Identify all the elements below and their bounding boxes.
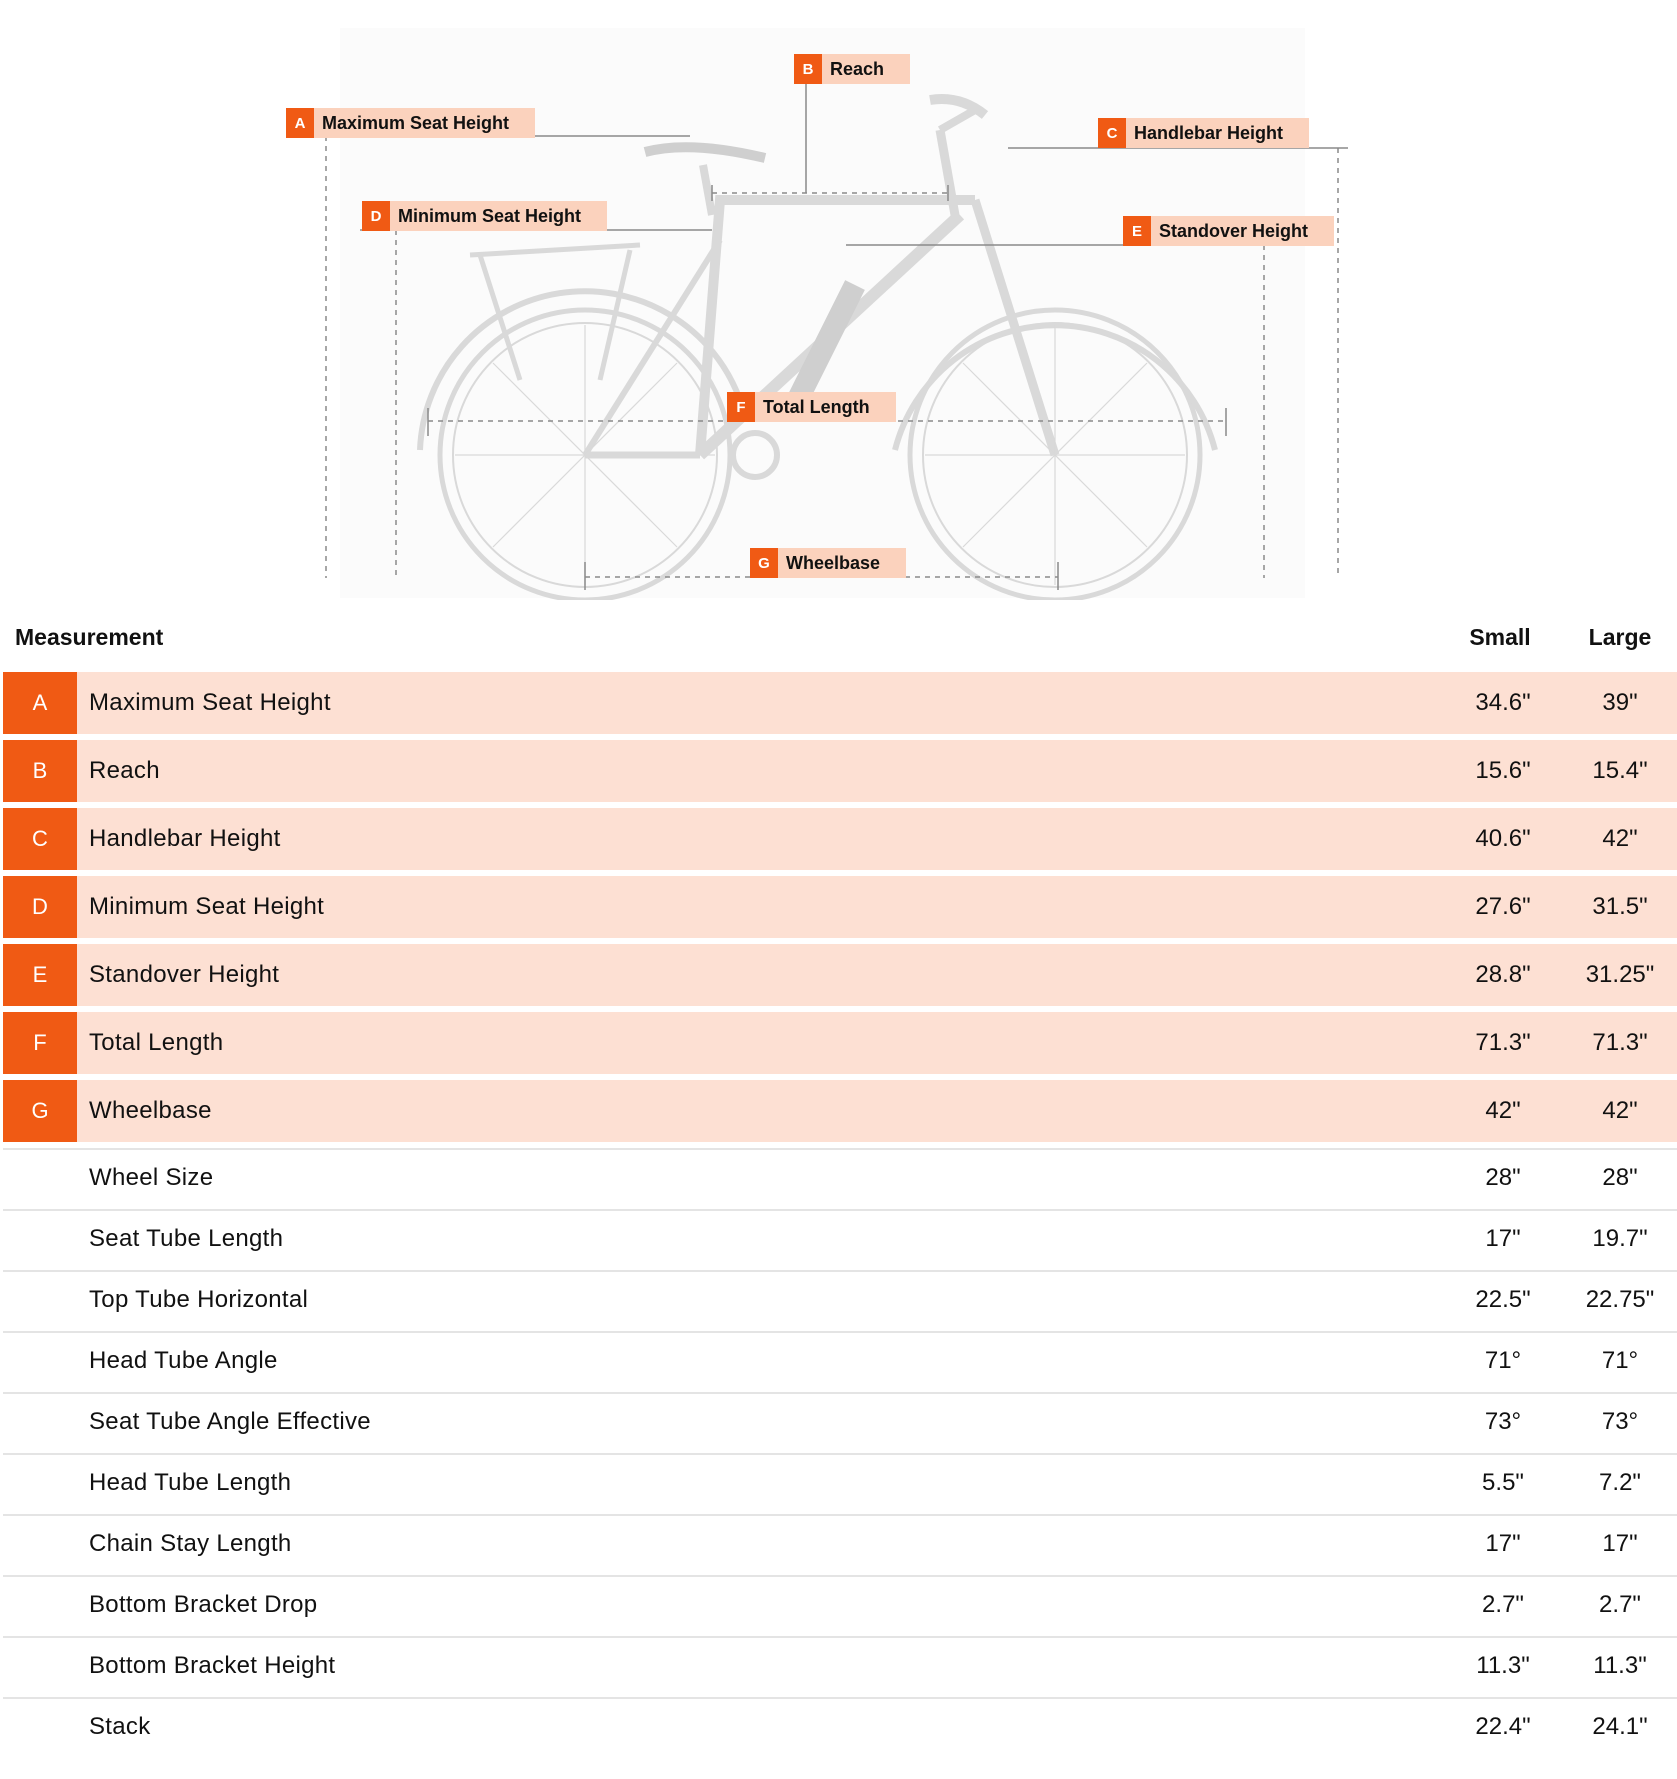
- row-large-value: 22.75": [1585, 1286, 1655, 1313]
- row-measurement-name: Chain Stay Length: [89, 1530, 292, 1557]
- callout-c: [1098, 118, 1309, 148]
- callout-e: [1123, 216, 1334, 246]
- row-large-value: 73°: [1601, 1408, 1639, 1435]
- row-letter-badge: E: [3, 944, 77, 1006]
- callout-label: Maximum Seat Height: [322, 112, 510, 133]
- row-letter-badge: B: [3, 740, 77, 802]
- row-letter-badge: F: [3, 1012, 77, 1074]
- row-small-value: 73°: [1484, 1408, 1522, 1435]
- callout-label: Total Length: [763, 396, 870, 417]
- row-small-value: 22.4": [1475, 1713, 1531, 1740]
- callout-d: [362, 201, 607, 231]
- row-measurement-name: Maximum Seat Height: [89, 689, 331, 716]
- bike-geometry-diagram: [0, 0, 1677, 600]
- row-small-value: 2.7": [1482, 1591, 1524, 1618]
- table-row: [3, 1697, 1677, 1758]
- row-small-value: 28": [1485, 1164, 1521, 1191]
- table-row: [3, 1392, 1677, 1453]
- row-large-value: 71°: [1601, 1347, 1639, 1374]
- column-header-measurement: Measurement: [15, 624, 164, 650]
- row-measurement-name: Handlebar Height: [89, 825, 281, 852]
- row-measurement-name: Total Length: [89, 1029, 224, 1056]
- table-row: [3, 1012, 1677, 1074]
- column-header-small: Small: [1469, 624, 1531, 650]
- row-measurement-name: Bottom Bracket Drop: [89, 1591, 318, 1618]
- row-large-value: 28": [1602, 1164, 1638, 1191]
- table-row: [3, 1270, 1677, 1331]
- row-measurement-name: Bottom Bracket Height: [89, 1652, 336, 1679]
- row-large-value: 31.25": [1585, 961, 1655, 988]
- row-measurement-name: Top Tube Horizontal: [89, 1286, 309, 1313]
- row-small-value: 71.3": [1475, 1029, 1531, 1056]
- row-small-value: 17": [1485, 1530, 1521, 1557]
- row-small-value: 34.6": [1475, 689, 1531, 716]
- row-small-value: 5.5": [1482, 1469, 1524, 1496]
- callout-label: Minimum Seat Height: [398, 205, 582, 226]
- callout-label: Standover Height: [1159, 220, 1309, 241]
- row-letter-badge: G: [3, 1080, 77, 1142]
- table-row: [3, 1080, 1677, 1142]
- row-measurement-name: Seat Tube Length: [89, 1225, 284, 1252]
- table-row: [3, 1514, 1677, 1575]
- table-row: [3, 1331, 1677, 1392]
- bike-illustration: [0, 0, 1677, 600]
- callout-letter: F: [727, 392, 755, 422]
- callout-letter: E: [1123, 216, 1151, 246]
- column-header-large: Large: [1588, 624, 1652, 650]
- row-small-value: 17": [1485, 1225, 1521, 1252]
- row-measurement-name: Wheel Size: [89, 1164, 214, 1191]
- table-header: [0, 610, 1677, 672]
- row-small-value: 28.8": [1475, 961, 1531, 988]
- callout-b: [794, 54, 910, 84]
- row-small-value: 42": [1485, 1097, 1521, 1124]
- row-small-value: 11.3": [1476, 1652, 1530, 1679]
- row-large-value: 11.3": [1593, 1652, 1647, 1679]
- table-row: [3, 808, 1677, 870]
- row-letter-badge: C: [3, 808, 77, 870]
- callout-label: Reach: [830, 58, 885, 79]
- row-small-value: 40.6": [1475, 825, 1531, 852]
- row-large-value: 2.7": [1599, 1591, 1641, 1618]
- row-letter-badge: D: [3, 876, 77, 938]
- row-large-value: 42": [1602, 825, 1638, 852]
- row-large-value: 17": [1602, 1530, 1638, 1557]
- row-large-value: 71.3": [1592, 1029, 1648, 1056]
- row-letter-badge: A: [3, 672, 77, 734]
- table-row: [3, 1636, 1677, 1697]
- row-large-value: 31.5": [1592, 893, 1648, 920]
- row-large-value: 42": [1602, 1097, 1638, 1124]
- row-large-value: 15.4": [1592, 757, 1648, 784]
- table-row: [3, 1453, 1677, 1514]
- callout-label: Handlebar Height: [1134, 122, 1284, 143]
- row-small-value: 15.6": [1475, 757, 1531, 784]
- table-row: [3, 1148, 1677, 1209]
- table-row: [3, 740, 1677, 802]
- callout-label: Wheelbase: [786, 552, 881, 573]
- table-row: [3, 944, 1677, 1006]
- row-small-value: 27.6": [1475, 893, 1531, 920]
- row-large-value: 7.2": [1599, 1469, 1641, 1496]
- row-large-value: 39": [1602, 689, 1638, 716]
- row-measurement-name: Seat Tube Angle Effective: [89, 1408, 371, 1435]
- row-small-value: 71°: [1484, 1347, 1522, 1374]
- row-large-value: 24.1": [1592, 1713, 1648, 1740]
- row-measurement-name: Standover Height: [89, 961, 280, 988]
- callout-letter: A: [286, 108, 314, 138]
- table-row: [3, 876, 1677, 938]
- geometry-table: [0, 610, 1677, 1758]
- callout-letter: C: [1098, 118, 1126, 148]
- callout-a: [286, 108, 535, 138]
- table-row: [3, 1209, 1677, 1270]
- row-large-value: 19.7": [1592, 1225, 1648, 1252]
- callout-letter: D: [362, 201, 390, 231]
- callout-g: [750, 548, 906, 578]
- row-measurement-name: Wheelbase: [89, 1097, 212, 1124]
- callout-letter: G: [750, 548, 778, 578]
- table-row: [3, 1575, 1677, 1636]
- callout-letter: B: [794, 54, 822, 84]
- row-measurement-name: Head Tube Angle: [89, 1347, 278, 1374]
- row-measurement-name: Head Tube Length: [89, 1469, 292, 1496]
- row-measurement-name: Reach: [89, 757, 160, 784]
- table-row: [3, 672, 1677, 734]
- callout-f: [727, 392, 896, 422]
- row-measurement-name: Minimum Seat Height: [89, 893, 325, 920]
- row-small-value: 22.5": [1475, 1286, 1531, 1313]
- row-measurement-name: Stack: [89, 1713, 151, 1740]
